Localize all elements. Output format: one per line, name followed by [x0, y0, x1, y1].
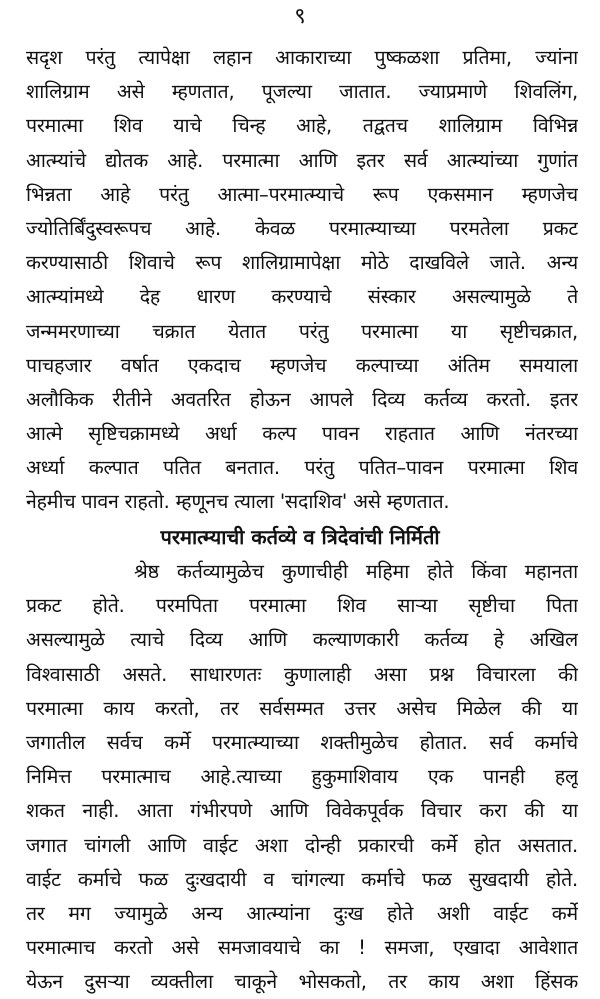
text-line: येऊन दुसऱ्या व्यक्तीला चाकूने भोसकतो, तर काय अशा हिंसक [26, 970, 578, 994]
text-line: शकत नाही. आता गंभीरपणे आणि विवेकपूर्वक विचार करा की या [26, 799, 578, 823]
text-line: आत्मे सृष्टिचक्रामध्ये अर्धा कल्प पावन राहतात आणि नंतरच्या [26, 422, 578, 446]
text-line: नेहमीच पावन राहतो. म्हणूनच त्याला 'सदाशिव' असे म्हणतात. [26, 490, 450, 514]
page-number: ९ [294, 4, 306, 29]
text-line: प्रकट होते. परमपिता परमात्मा शिव साऱ्या सृष्टीचा पिता [26, 594, 578, 618]
text-line: अर्ध्या कल्पात पतित बनतात. परंतु पतित–पावन परमात्मा शिव [26, 456, 578, 480]
text-line: विश्वासाठी असते. साधारणतः कुणालाही असा प्रश्न विचारला की [26, 662, 578, 686]
text-line: जगातील सर्वच कर्मे परमात्म्याच्या शक्तीमुळेच होतात. सर्व कर्माचे [26, 730, 578, 754]
text-line: तर मग ज्यामुळे अन्य आत्म्यांना दुःख होते अशी वाईट कर्मे [26, 901, 578, 925]
text-line: शालिग्राम असे म्हणतात, पूजल्या जातात. ज्याप्रमाणे शिवलिंग, [26, 80, 578, 104]
text-line: करण्यासाठी शिवाचे रूप शालिग्रामापेक्षा मोठे दाखविले जाते. अन्य [26, 251, 578, 275]
text-line: असल्यामुळे त्याचे दिव्य आणि कल्याणकारी कर्तव्य हे अखिल [26, 628, 578, 652]
text-line: श्रेष्ठ कर्तव्यामुळेच कुणाचीही महिमा होते किंवा महानता [26, 560, 578, 583]
text-line: पाचहजार वर्षात एकदाच म्हणजेच कल्पाच्या अंतिम समयाला [26, 353, 578, 377]
text-line: आत्म्यांमध्ये देह धारण करण्याचे संस्कार असल्यामुळे ते [26, 285, 578, 309]
text-line: सदृश परंतु त्यापेक्षा लहान आकाराच्या पुष्कळशा प्रतिमा, ज्यांना [26, 46, 578, 69]
text-line: निमित्त परमात्माच आहे.त्याच्या हुकुमाशिवाय एक पानही हलू [26, 765, 578, 789]
text-line: ज्योतिर्बिंदुस्वरूपच आहे. केवळ परमात्म्याच्या परमतेला प्रकट [26, 216, 578, 240]
text-line: वाईट कर्माचे फळ दुःखदायी व चांगल्या कर्माचे फळ सुखदायी होते. [26, 867, 578, 891]
text-line: परमात्मा शिव याचे चिन्ह आहे, तद्वतच शालिग्राम विभिन्न [26, 114, 578, 138]
text-line: अलौकिक रीतीने अवतरित होऊन आपले दिव्य कर्तव्य करतो. इतर [26, 387, 578, 411]
paragraph-2 [26, 555, 578, 999]
text-line: आत्म्यांचे द्योतक आहे. परमात्मा आणि इतर सर्व आत्म्यांच्या गुणांत [26, 148, 578, 172]
text-line: परमात्मा काय करतो, तर सर्वसम्मत उत्तर असेच मिळेल की या [26, 696, 578, 720]
text-line: परमात्माच करतो असे समजावयाचे का ! समजा, एखादा आवेशात [26, 936, 578, 960]
text-line: जगात चांगली आणि वाईट अशा दोन्ही प्रकारची कर्मे होत असतात. [26, 833, 578, 857]
section-heading: परमात्म्याची कर्तव्ये व त्रिदेवांची निर्मिती [160, 525, 440, 549]
paragraph-1 [26, 41, 578, 520]
text-line: जन्ममरणाच्या चक्रात येतात परंतु परमात्मा या सृष्टीचक्रात, [26, 319, 578, 343]
text-line: भिन्नता आहे परंतु आत्मा–परमात्म्याचे रूप एकसमान म्हणजेच [26, 182, 578, 206]
